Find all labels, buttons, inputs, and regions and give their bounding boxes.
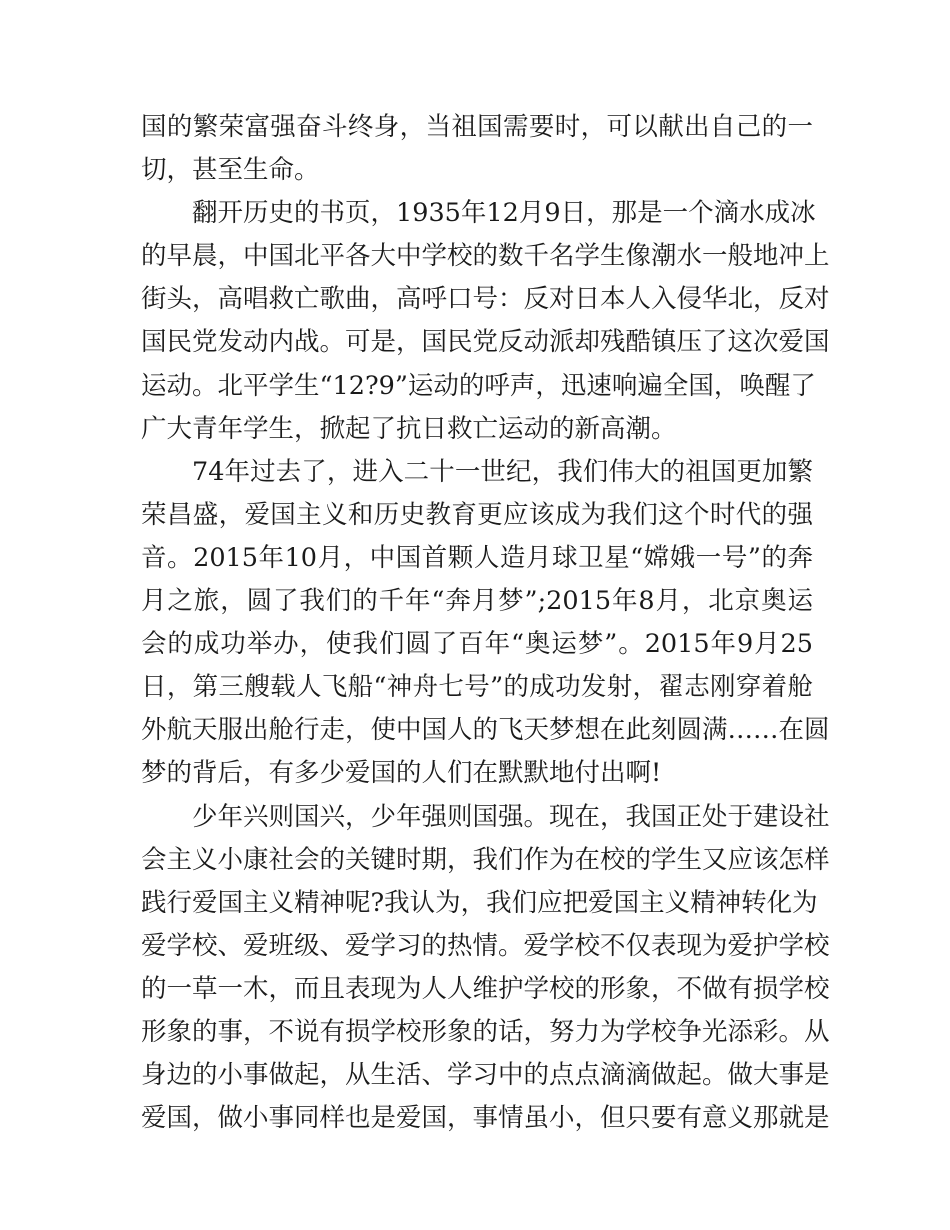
text-line: 的早晨，中国北平各大中学校的数千名学生像潮水一般地冲上 xyxy=(141,241,830,272)
text-line: 国的繁荣富强奋斗终身，当祖国需要时，可以献出自己的一 xyxy=(141,112,813,142)
text-line: 日，第三艘载人飞船“神舟七号”的成功发射，翟志刚穿着舱 xyxy=(141,672,813,703)
text-line: 身边的小事做起，从生活、学习中的点点滴滴做起。做大事是 xyxy=(141,1060,830,1091)
text-line: 会主义小康社会的关键时期，我们作为在校的学生又应该怎样 xyxy=(141,844,830,875)
text-line: 月之旅，圆了我们的千年“奔月梦”;2015年8月，北京奥运 xyxy=(141,586,813,617)
text-line: 的一草一木，而且表现为人人维护学校的形象，不做有损学校 xyxy=(141,973,830,1004)
text-line: 形象的事，不说有损学校形象的话，努力为学校争光添彩。从 xyxy=(141,1016,830,1047)
text-line: 74年过去了，进入二十一世纪，我们伟大的祖国更加繁 xyxy=(192,456,813,487)
text-line: 国民党发动内战。可是，国民党反动派却残酷镇压了这次爱国 xyxy=(141,327,830,358)
text-line: 践行爱国主义精神呢?我认为，我们应把爱国主义精神转化为 xyxy=(141,887,818,918)
text-line: 少年兴则国兴，少年强则国强。现在，我国正处于建设社 xyxy=(192,801,830,832)
text-line: 运动。北平学生“12?9”运动的呼声，迅速响遍全国，唤醒了 xyxy=(141,370,816,401)
text-line: 切，甚至生命。 xyxy=(141,155,320,186)
text-line: 广大青年学生，掀起了抗日救亡运动的新高潮。 xyxy=(141,413,677,444)
text-line: 荣昌盛，爱国主义和历史教育更应该成为我们这个时代的强 xyxy=(141,499,813,530)
text-line: 梦的背后，有多少爱国的人们在默默地付出啊! xyxy=(141,758,662,789)
text-line: 外航天服出舱行走，使中国人的飞天梦想在此刻圆满……在圆 xyxy=(141,715,830,746)
text-line: 爱国，做小事同样也是爱国，事情虽小，但只要有意义那就是 xyxy=(141,1103,830,1134)
text-line: 翻开历史的书页，1935年12月9日，那是一个滴水成冰 xyxy=(192,198,816,229)
text-line: 街头，高唱救亡歌曲，高呼口号：反对日本人入侵华北，反对 xyxy=(141,284,830,315)
body-text xyxy=(141,106,830,1140)
text-line: 会的成功举办，使我们圆了百年“奥运梦”。2015年9月25 xyxy=(141,629,813,660)
text-line: 音。2015年10月，中国首颗人造月球卫星“嫦娥一号”的奔 xyxy=(141,542,813,573)
text-line: 爱学校、爱班级、爱学习的热情。爱学校不仅表现为爱护学校 xyxy=(141,930,830,961)
